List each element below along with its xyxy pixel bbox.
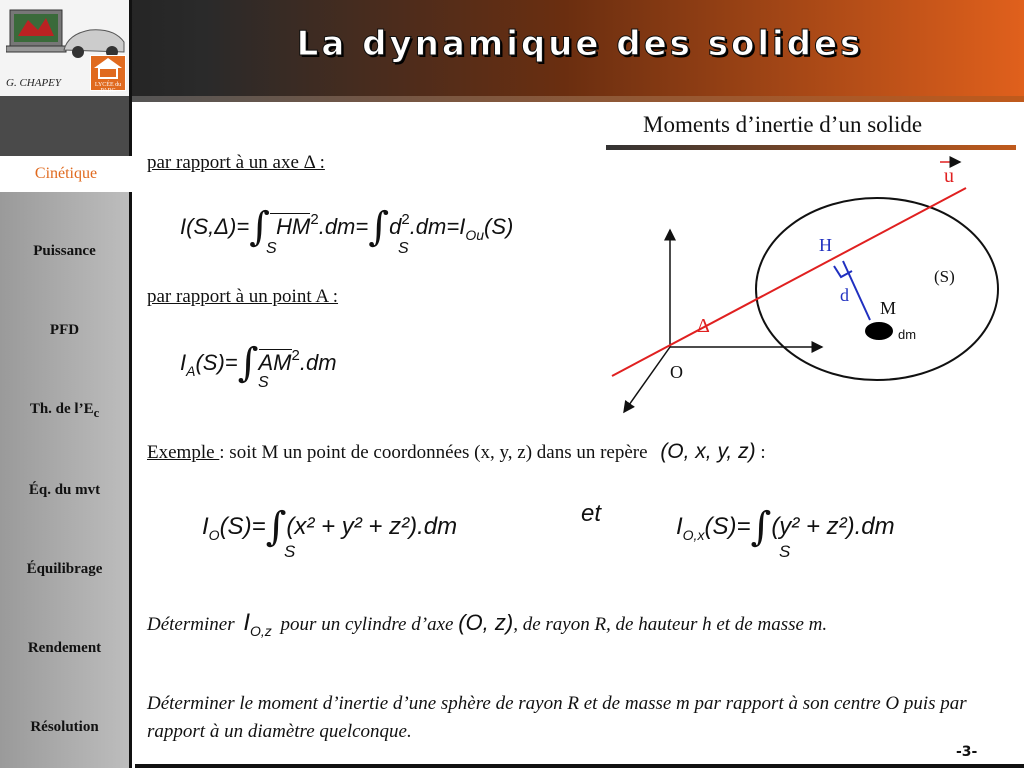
sidebar-item-subscript: c — [93, 406, 100, 420]
integral-limit: S — [398, 240, 409, 257]
q1-inertia-symbol: $I_{O,z}$ — [243, 609, 272, 639]
u-label: u — [944, 165, 954, 187]
integral-limit: S — [266, 240, 277, 257]
q1-axis: (O, z) — [458, 610, 514, 635]
origin-label: O — [670, 362, 683, 382]
sidebar-item-resolution[interactable]: Résolution — [30, 719, 99, 735]
house-icon — [91, 56, 125, 80]
formula-inertia-axis: I(S,Δ)=∫ $HM^2.dm=\int d^2.dm=I_{Ou}(S)$ — [180, 204, 514, 250]
delta-label: Δ — [697, 315, 710, 337]
badge-text: LYCÉE du PARC — [94, 82, 122, 94]
solid-outline — [756, 198, 998, 380]
bottom-rule — [135, 764, 1024, 768]
header-band — [132, 96, 1024, 102]
exemple-line: Exemple : soit M un point de coordonnées (x, y, z) dans un repère (O, x, y, z) : — [147, 440, 766, 463]
sidebar-item-theoreme-energie[interactable] — [0, 401, 129, 421]
point-label: par rapport à un point A : — [147, 286, 339, 307]
m-label: M — [880, 298, 897, 318]
sidebar — [0, 96, 132, 768]
sidebar-item-puissance[interactable]: Puissance — [33, 243, 96, 259]
delta-axis — [612, 188, 966, 376]
formula-inertia-origin: $I_O(S)=\int(x^2 + y^2 + z^2).dm$ — [202, 504, 458, 550]
h-label: H — [819, 235, 832, 255]
sidebar-item-equilibrage[interactable]: Équilibrage — [26, 561, 103, 577]
integral-limit: S — [779, 542, 791, 561]
question-sphere: Déterminer le moment d’inertie d’une sphère de rayon R et de masse m par rapport à son centre O puis par rapport à un diamètre quelconque. — [147, 693, 967, 742]
page-title: La dynamique des solides — [296, 24, 864, 64]
mass-point — [865, 322, 893, 340]
sidebar-item-label: Th. de l’E — [29, 401, 94, 417]
sidebar-top-block — [0, 96, 129, 156]
axis-label: par rapport à un axe Δ : — [147, 152, 325, 173]
integral-limit: S — [284, 542, 296, 561]
section-title: Moments d’inertie d’un solide — [643, 112, 923, 137]
d-label: d — [840, 285, 849, 305]
header-banner — [0, 0, 1024, 96]
logo-panel — [0, 0, 132, 96]
formula-inertia-ox: $I_{O,x}(S)=\int(y^2 + z^2).dm$ — [676, 504, 895, 550]
et-word: et — [581, 500, 602, 527]
integral-limit: S — [258, 374, 269, 391]
formula-inertia-point: $I_A(S)=\int AM^2.dm$ — [180, 340, 337, 386]
sidebar-item-rendement[interactable]: Rendement — [27, 640, 102, 656]
school-badge — [90, 55, 126, 94]
inertia-figure — [600, 150, 1020, 430]
solid-label: (S) — [934, 267, 955, 286]
page-number: -3- — [956, 744, 978, 760]
sidebar-item-cinetique[interactable]: Cinétique — [0, 156, 132, 192]
sidebar-item-eq-mvt[interactable]: Éq. du mvt — [28, 482, 101, 498]
author-name: G. CHAPEY — [6, 77, 61, 89]
dm-label: dm — [898, 327, 917, 342]
sidebar-item-pfd[interactable]: PFD — [49, 322, 80, 338]
question-cylinder: Déterminer $I_{O,z}$ pour un cylindre d’axe (O, z), de rayon R, de hauteur h et de masse m. — [147, 609, 828, 639]
